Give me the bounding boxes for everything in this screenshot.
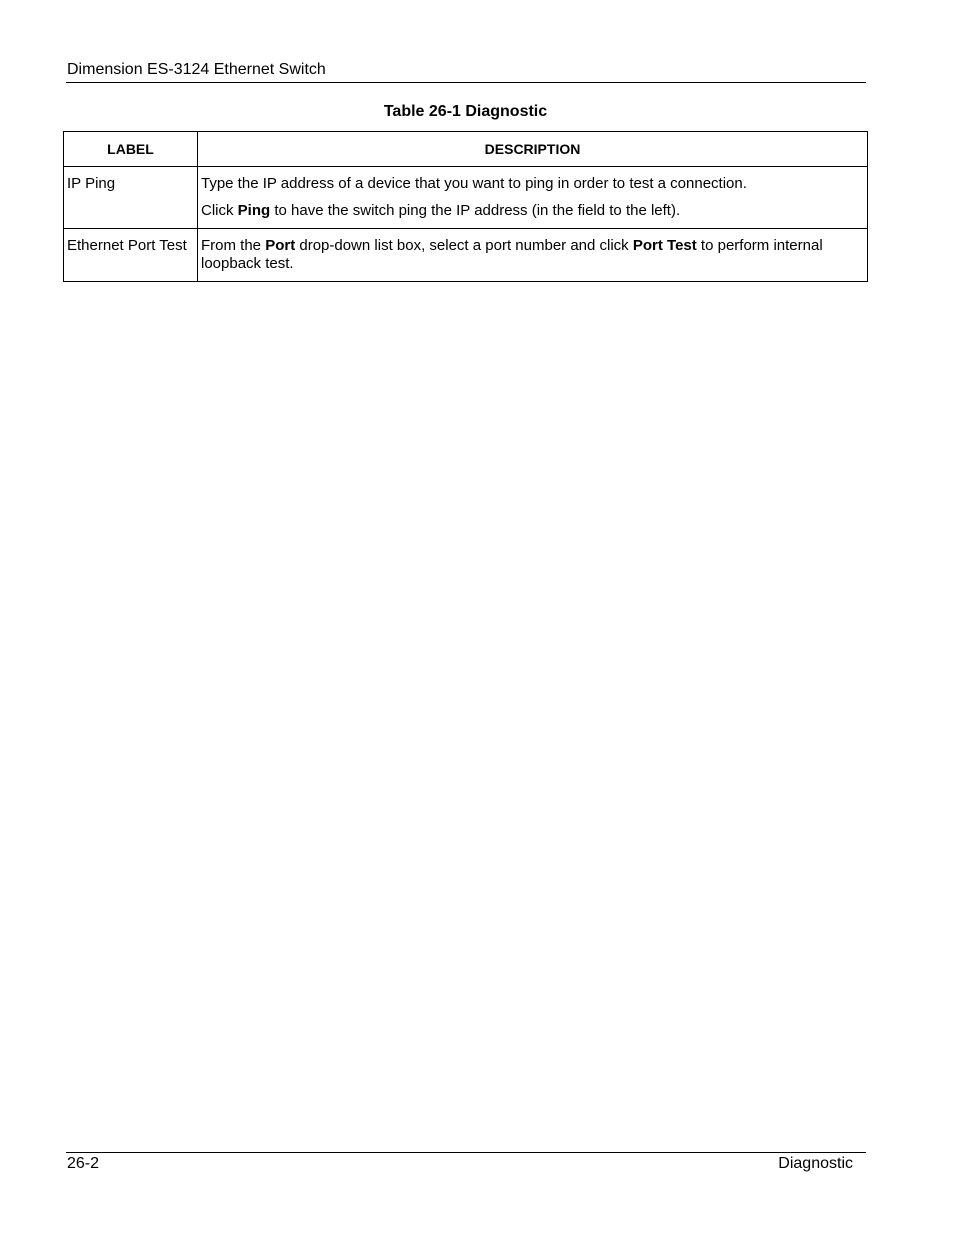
page-header	[66, 60, 866, 83]
row-label: IP Ping	[64, 167, 198, 229]
chapter-name: Diagnostic	[778, 1155, 853, 1172]
description-paragraph: From the Port drop-down list box, select a port number and click Port Test to perform internal loopback test.	[201, 237, 823, 272]
table-caption: Table 26-1 Diagnostic	[383, 103, 548, 120]
column-header-label: LABEL	[64, 132, 198, 167]
ui-term-port-test: Port Test	[632, 237, 697, 254]
page-number: 26-2	[67, 1155, 100, 1172]
diagnostic-table	[63, 131, 868, 282]
row-description	[198, 229, 868, 282]
ui-term-port: Port	[265, 237, 296, 254]
row-description	[198, 167, 868, 229]
description-paragraph: Type the IP address of a device that you want to ping in order to test a connection.	[201, 175, 747, 192]
description-paragraph: Click Ping to have the switch ping the IP address (in the field to the left).	[201, 202, 681, 219]
ui-term-ping: Ping	[237, 202, 271, 219]
document-title: Dimension ES-3124 Ethernet Switch	[67, 61, 326, 78]
table-header-row	[64, 132, 868, 167]
page-footer	[66, 1152, 866, 1172]
column-header-description: DESCRIPTION	[198, 132, 868, 167]
row-label: Ethernet Port Test	[64, 229, 198, 282]
table-row	[64, 229, 868, 282]
table-row	[64, 167, 868, 229]
